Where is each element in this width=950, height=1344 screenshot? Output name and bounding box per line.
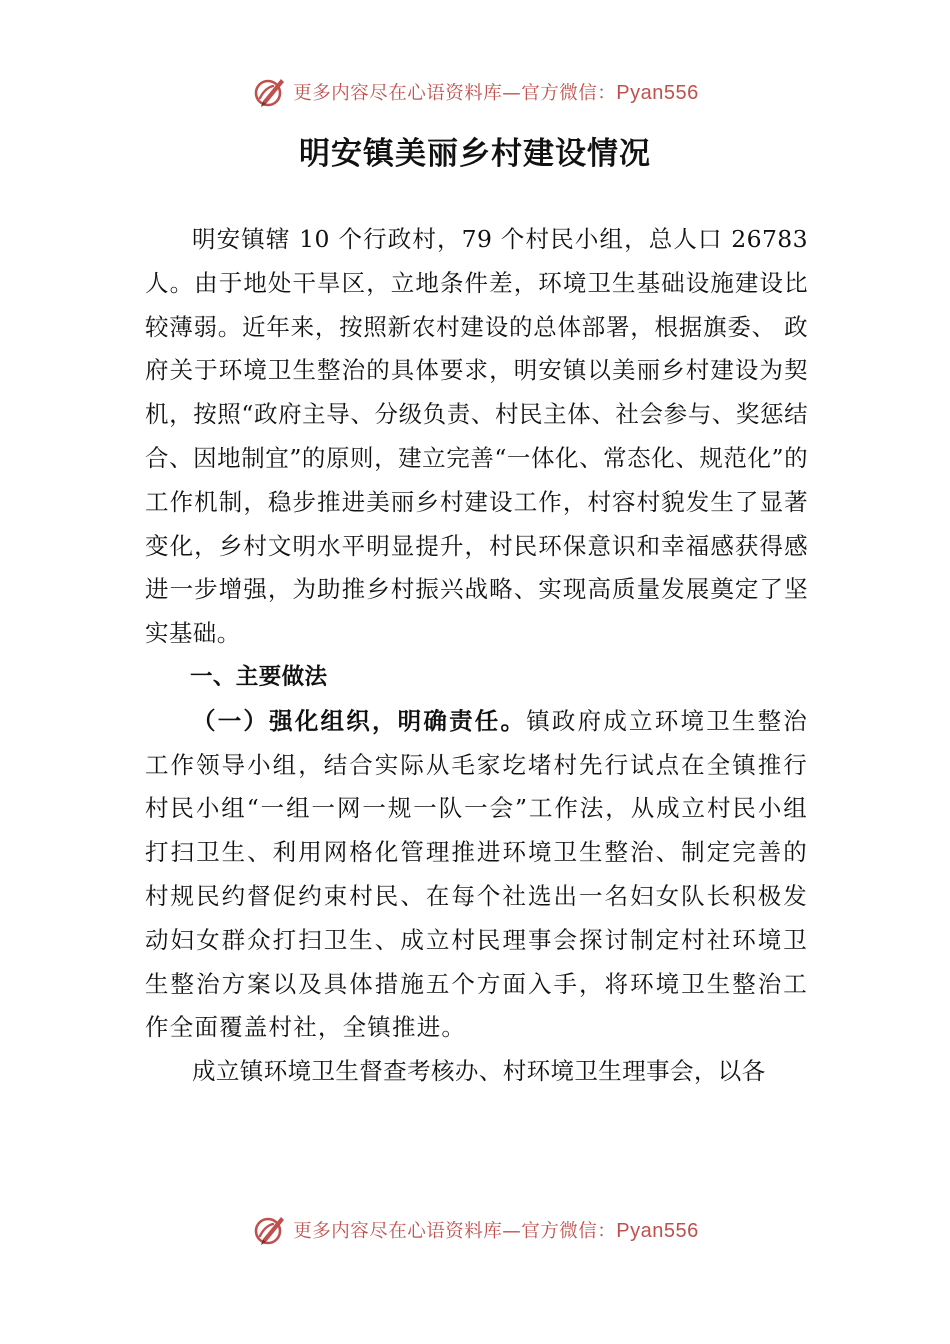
watermark-slogan: 更多内容尽在心语资料库—官方微信： — [293, 83, 617, 104]
continued-paragraph: 成立镇环境卫生督查考核办、村环境卫生理事会，以各 — [192, 1057, 766, 1086]
section-heading: 一、主要做法 — [190, 663, 328, 690]
bottom-watermark-banner — [0, 1208, 950, 1252]
pen-logo-icon — [251, 1212, 287, 1248]
top-watermark-banner — [0, 70, 950, 114]
subsection-paragraph — [145, 700, 808, 1050]
intro-paragraph: 明安镇辖 10 个行政村，79 个村民小组，总人口 26783 人。由于地处干旱区，立地条件差，环境卫生基础设施建设比较薄弱。近年来，按照新农村建设的总体部署，根据旗委、 政府关于环境卫生整治的具体要求，明安镇以美丽乡村建设为契机，按照“政府主导、分级负责、村民主体、社会参与、奖惩结合、因地制宜”的原则，建立完善“一体化、常态化、规范化”的工作机制，稳步推进美丽乡村建设工作，村容村貌发生了显著变化，乡村文明水平明显提升，村民环保意识和幸福感获得感进一步增强，为助推乡村振兴战略、实现高质量发展奠定了坚实基础。 — [145, 225, 808, 648]
subsection-text: 镇政府成立环境卫生整治工作领导小组，结合实际从毛家圪堵村先行试点在全镇推行村民小组“一组一网一规一队一会”工作法，从成立村民小组打扫卫生、利用网格化管理推进环境卫生整治、制定完善的村规民约督促约束村民、在每个社选出一名妇女队长积极发动妇女群众打扫卫生、成立村民理事会探讨制定村社环境卫生整治方案以及具体措施五个方面入手，将环境卫生整治工作全面覆盖村社，全镇推进。 — [145, 706, 808, 1042]
page-title: 明安镇美丽乡村建设情况 — [299, 136, 651, 172]
document-body — [145, 218, 808, 1094]
watermark-slogan: 更多内容尽在心语资料库—官方微信： — [293, 1221, 617, 1242]
pen-logo-icon — [251, 74, 287, 110]
watermark-text — [293, 1217, 698, 1243]
watermark-text — [293, 79, 698, 105]
watermark-wechat-id: Pyan556 — [616, 82, 699, 104]
watermark-wechat-id: Pyan556 — [616, 1220, 699, 1242]
subsection-heading: （一）强化组织，明确责任。 — [192, 706, 527, 735]
